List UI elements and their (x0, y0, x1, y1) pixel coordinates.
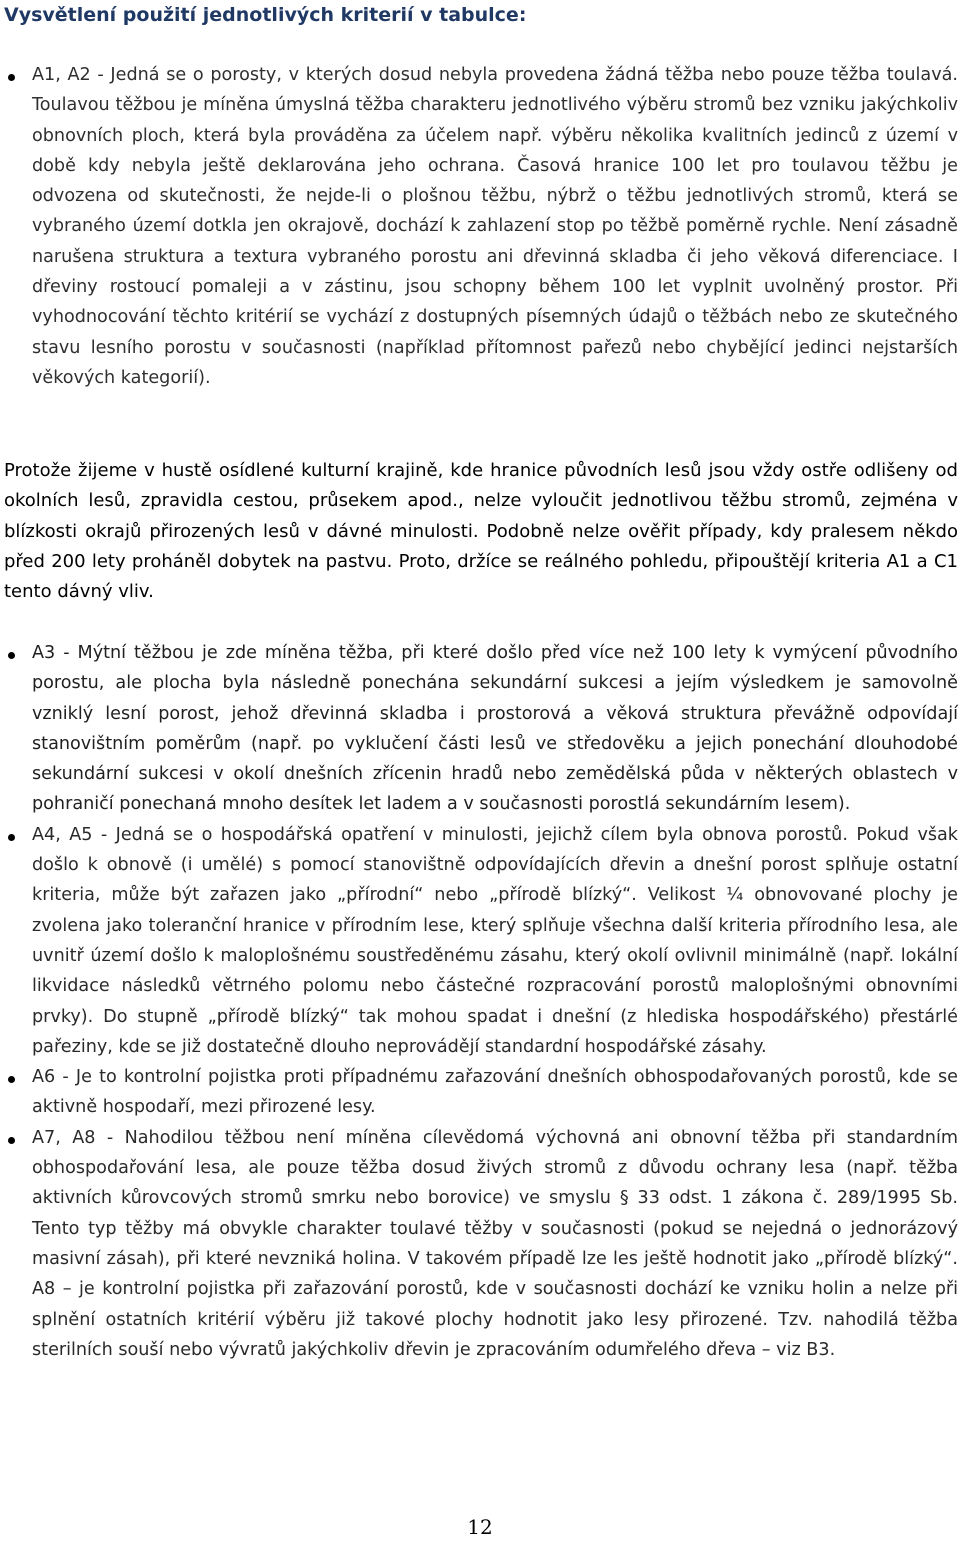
list-item-a7-a8 (0, 1123, 958, 1365)
list-item-text: A3 - Mýtní těžbou je zde míněna těžba, při které došlo před více než 100 lety k vymýcení původního porostu, ale plocha byla následně ponechána sekundární sukcesi a jejím výsledkem je samovolně vzniklý lesní porost, jehož dřevinná skladba i prostorová a věková struktura převážně odpovídají stanovištním poměrům (např. po vyklučení části lesů ve středověku a jejich ponechání dlouhodobé sekundární sukcesi v okolí dnešních zřícenin hradů nebo zemědělská půda v některých oblastech v pohraničí ponechaná mnoho desítek let ladem a v současnosti porostlá sekundárním lesem). (32, 643, 958, 815)
explanation-paragraph: Protože žijeme v hustě osídlené kulturní krajině, kde hranice původních lesů jsou vždy ostře odlišeny od okolních lesů, zpravidla cestou, průsekem apod., nelze vyloučit jednotlivou těžbu stromů, zejména v blízkosti okrajů přirozených lesů v dávné minulosti. Podobně nelze ověřit případy, kdy pralesem někdo před 200 lety proháněl dobytek na pastvu. Proto, držíce se reálného pohledu, připouštějí kriteria A1 a C1 tento dávný vliv. (4, 460, 958, 603)
bullet-icon (8, 1137, 15, 1144)
list-item-a4-a5 (0, 820, 958, 1062)
list-item-text: A1, A2 - Jedná se o porosty, v kterých dosud nebyla provedena žádná těžba nebo pouze těžba toulavá. Toulavou těžbou je míněna úmyslná těžba charakteru jednotlivého výběru stromů bez vzniku jakýchkoliv obnovních ploch, která byla prováděna za účelem např. výběru několika kvalitních jedinců z území v době kdy nebyla ještě deklarována jeho ochrana. Časová hranice 100 let pro toulavou těžbu je odvozena od skutečnosti, že nejde-li o plošnou těžbu, nýbrž o těžbu jednotlivých stromů, která se vybraného území dotkla jen okrajově, dochází k zahlazení stop po těžbě poměrně rychle. Není zásadně narušena struktura a textura vybraného porostu ani dřevinná skladba či jeho věková diferenciace. I dřeviny rostoucí pomaleji a v zástinu, jsou schopny během 100 let vyplnit uvolněný prostor. Při vyhodnocování těchto kritérií se vychází z dostupných písemných údajů o těžbách nebo ze skutečného stavu lesního porostu v současnosti (například přítomnost pařezů nebo chybějící jedinci nejstarších věkových kategorií). (32, 65, 958, 388)
bullet-icon (8, 74, 15, 81)
list-item-text: A7, A8 - Nahodilou těžbou není míněna cílevědomá výchovná ani obnovní těžba při standardním obhospodařování lesa, ale pouze těžba dosud živých stromů z důvodu ochrany lesa (např. těžba aktivních kůrovcových stromů smrku nebo borovice) ve smyslu § 33 odst. 1 zákona č. 289/1995 Sb. Tento typ těžby má obvykle charakter toulavé těžby v současnosti (pokud se nejedná o jednorázový masivní zásah), při které nevzniká holina. V takovém případě lze les ještě hodnotit jako „přírodě blízký“. A8 – je kontrolní pojistka při zařazování porostů, kde v současnosti dochází ke vzniku holin a nelze při splnění ostatních kritérií výběru již takové plochy hodnotit jako lesy přirozené. Tzv. nahodilá těžba sterilních souší nebo vývratů jakýchkoliv dřevin je zpracováním odumřelého dřeva – viz B3. (32, 1127, 958, 1360)
bullet-icon (8, 834, 15, 841)
criteria-list-a1-a2 (0, 60, 958, 393)
bullet-icon (8, 652, 15, 659)
list-item-a3 (0, 638, 958, 820)
list-item-text: A6 - Je to kontrolní pojistka proti případnému zařazování dnešních obhospodařovaných porostů, kde se aktivně hospodaří, mezi přirozené lesy. (32, 1067, 958, 1118)
bullet-icon (8, 1076, 15, 1083)
list-item-a6 (0, 1062, 958, 1123)
page-number: 12 (467, 1515, 493, 1539)
section-heading: Vysvětlení použití jednotlivých kriterií v tabulce: (4, 4, 527, 26)
list-item-text: A4, A5 - Jedná se o hospodářská opatření v minulosti, jejichž cílem byla obnova porostů. Pokud však došlo k obnově (i umělé) s pomocí stanovištně odpovídajících dřevin a dnešní porost splňuje ostatní kriteria, může být zařazen jako „přírodní“ nebo „přírodě blízký“. Velikost ¼ obnovované plochy je zvolena jako toleranční hranice v přírodním lese, který splňuje všechna další kriteria přírodního lesa, ale uvnitř území došlo k maloplošnému soustředěnému zásahu, který okolí ovlivnil minimálně (např. lokální likvidace následků větrného polomu nebo částečné rozpracování porostů maloplošnými obnovními prvky). Do stupně „přírodě blízký“ tak mohou spadat i dnešní (z hlediska hospodářského) přestárlé pařeziny, kde se již dostatečně dlouho neprovádějí standardní hospodářské zásahy. (32, 824, 958, 1057)
criteria-list-a3-a8 (0, 638, 958, 1365)
list-item-a1-a2 (0, 60, 958, 393)
